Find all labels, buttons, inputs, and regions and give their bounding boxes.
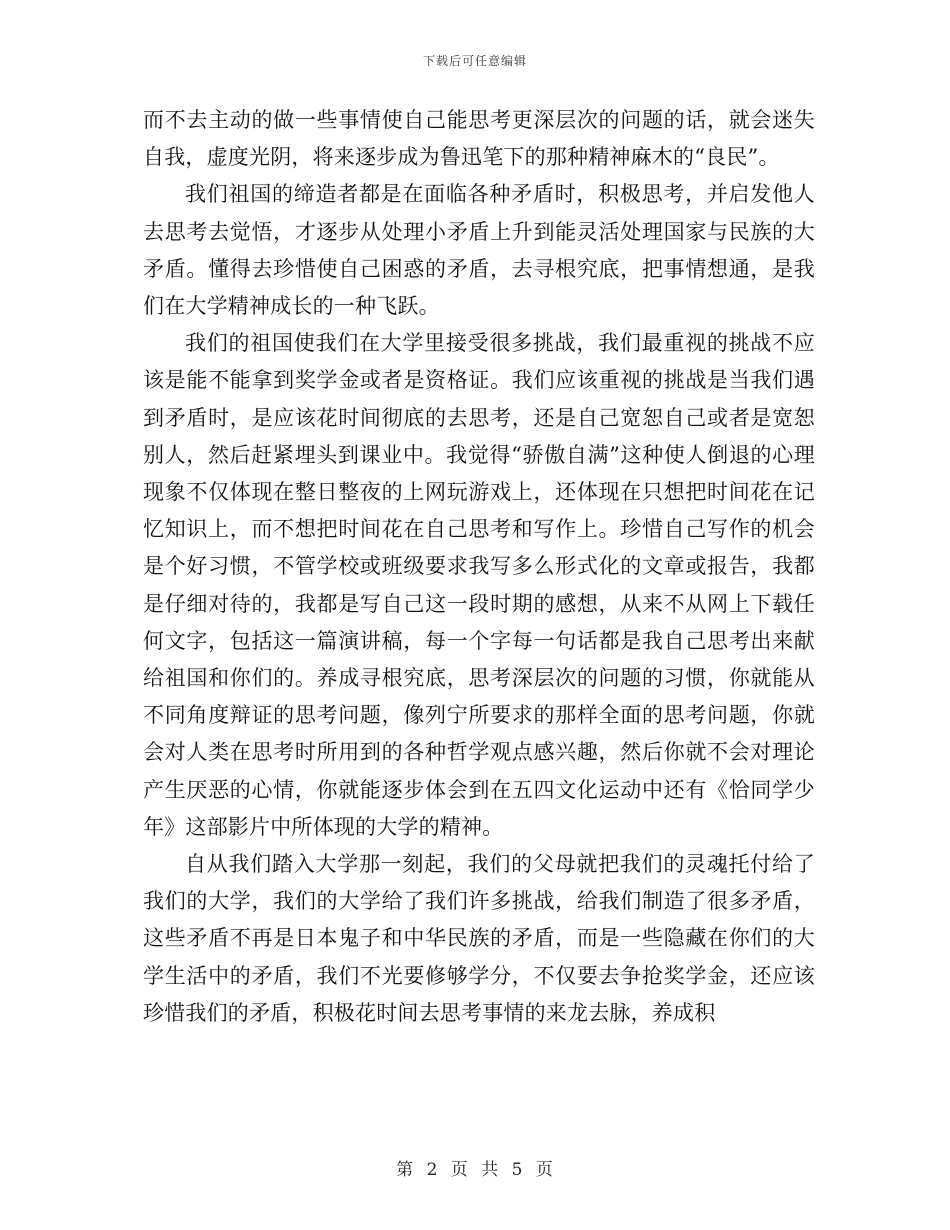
- current-page-number: 2: [426, 1160, 439, 1180]
- paragraph: 自从我们踏入大学那一刻起，我们的父母就把我们的灵魂托付给了我们的大学，我们的大学给了我们许多挑战，给我们制造了很多矛盾，这些矛盾不再是日本鬼子和中华民族的矛盾，而是一些隐藏在你们的大学生活中的矛盾，我们不光要修够学分，不仅要去争抢奖学金，还应该珍惜我们的矛盾，积极花时间去思考事情的来龙去脉，养成积: [143, 852, 815, 1025]
- paragraph: 而不去主动的做一些事情使自己能思考更深层次的问题的话，就会迷失自我，虚度光阴，将来逐步成为鲁迅笔下的那种精神麻木的“良民”。: [143, 108, 815, 170]
- document-body: [143, 102, 815, 1032]
- footer-total-word: 共: [481, 1160, 500, 1180]
- footer-page-word: 页: [450, 1160, 469, 1180]
- total-pages-number: 5: [511, 1160, 524, 1180]
- paragraph: 我们的祖国使我们在大学里接受很多挑战，我们最重视的挑战不应该是能不能拿到奖学金或者是资格证。我们应该重视的挑战是当我们遇到矛盾时，是应该花时间彻底的去思考，还是自己宽恕自己或者是宽恕别人，然后赶紧埋头到课业中。我觉得“骄傲自满”这种使人倒退的心理现象不仅体现在整日整夜的上网玩游戏上，还体现在只想把时间花在记忆知识上，而不想把时间花在自己思考和写作上。珍惜自己写作的机会是个好习惯，不管学校或班级要求我写多么形式化的文章或报告，我都是仔细对待的，我都是写自己这一段时期的感想，从来不从网上下载任何文字，包括这一篇演讲稿，每一个字每一句话都是我自己思考出来献给祖国和你们的。养成寻根究底，思考深层次的问题的习惯，你就能从不同角度辩证的思考问题，像列宁所要求的那样全面的思考问题，你就会对人类在思考时所用到的各种哲学观点感兴趣，然后你就不会对理论产生厌恶的心情，你就能逐步体会到在五四文化运动中还有《恰同学少年》这部影片中所体现的大学的精神。: [143, 331, 815, 839]
- footer-suffix: 页: [535, 1160, 554, 1180]
- page-footer: [0, 1155, 950, 1180]
- page-header: 下载后可任意编辑: [422, 54, 527, 68]
- footer-prefix: 第: [396, 1160, 415, 1180]
- paragraph: 我们祖国的缔造者都是在面临各种矛盾时，积极思考，并启发他人去思考去觉悟，才逐步从处理小矛盾上升到能灵活处理国家与民族的大矛盾。懂得去珍惜使自己困惑的矛盾，去寻根究底，把事情想通，是我们在大学精神成长的一种飞跃。: [143, 182, 815, 319]
